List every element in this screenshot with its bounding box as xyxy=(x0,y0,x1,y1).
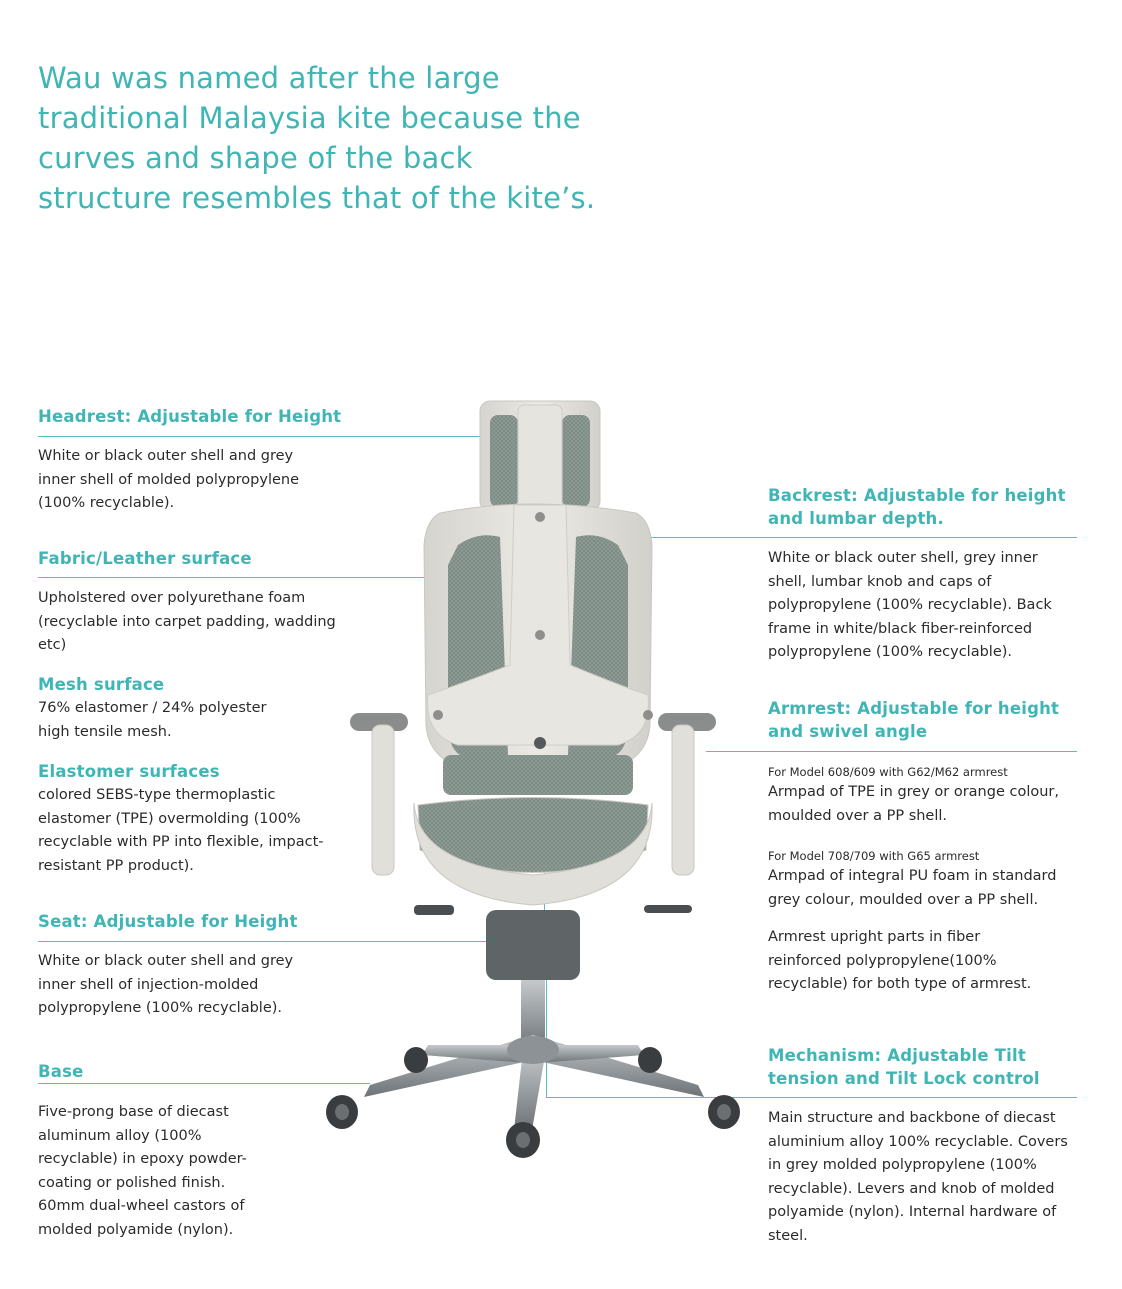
headrest-body: White or black outer shell and grey inner shell of molded polypropylene (100% recyclable). xyxy=(38,448,300,511)
backrest-shape xyxy=(424,504,653,795)
headrest-title: Headrest: Adjustable for Height xyxy=(38,407,342,426)
mechanism-title: Mechanism: Adjustable Tilt tension and Tilt Lock control xyxy=(768,1046,1040,1088)
mechanism-section xyxy=(768,1044,1088,1248)
seat-shape xyxy=(414,798,652,906)
elastomer-section xyxy=(38,760,358,878)
mechanism-body: Main structure and backbone of diecast aluminium alloy 100% recyclable. Covers in grey molded polypropylene (100% recyclable). Levers and knob of molded polyamide (nylon). Internal hardware of steel. xyxy=(768,1110,1068,1244)
backrest-body: White or black outer shell, grey inner shell, lumbar knob and caps of polypropylene (100% recyclable). Back frame in white/black fiber-reinforced polypropylene (100% recyclable). xyxy=(768,550,1052,660)
armrest-section xyxy=(768,697,1088,997)
armrest-body-608: Armpad of TPE in grey or orange colour, moulded over a PP shell. xyxy=(768,784,1059,824)
mesh-section xyxy=(38,673,358,744)
headrest-shape xyxy=(480,401,600,520)
seat-body: White or black outer shell and grey inner shell of injection-molded polypropylene (100% recyclable). xyxy=(38,953,294,1016)
mesh-title: Mesh surface xyxy=(38,675,165,694)
armrest-note-708: For Model 708/709 with G65 armrest xyxy=(768,849,980,863)
elastomer-title: Elastomer surfaces xyxy=(38,762,220,781)
fabric-title: Fabric/Leather surface xyxy=(38,549,252,568)
armrest-note-608: For Model 608/609 with G62/M62 armrest xyxy=(768,765,1008,779)
headrest-section xyxy=(38,405,358,516)
fabric-body: Upholstered over polyurethane foam (recyclable into carpet padding, wadding etc) xyxy=(38,590,336,653)
backrest-title: Backrest: Adjustable for height and lumbar depth. xyxy=(768,486,1066,528)
intro-heading: Wau was named after the large traditional Malaysia kite because the curves and shape of the back structure resembles that of the kite’s. xyxy=(38,61,596,215)
mechanism-shape xyxy=(414,905,692,980)
base-body: Five-prong base of diecast aluminum alloy (100% recyclable) in epoxy powder-coating or polished finish. 60mm dual-wheel castors of molded polyamide (nylon). xyxy=(38,1104,247,1238)
armrest-body-708: Armpad of integral PU foam in standard grey colour, moulded over a PP shell. xyxy=(768,868,1057,908)
armrest-leader-line xyxy=(706,751,1077,752)
base-section xyxy=(38,1060,358,1242)
armrest-body-upright: Armrest upright parts in fiber reinforced polypropylene(100% recyclable) for both type of armrest. xyxy=(768,929,1032,992)
base-title: Base xyxy=(38,1062,84,1081)
elastomer-body: colored SEBS-type thermoplastic elastomer (TPE) overmolding (100% recyclable with PP into flexible, impact-resistant PP product). xyxy=(38,787,324,874)
fabric-section xyxy=(38,547,358,658)
backrest-section xyxy=(768,484,1088,665)
seat-section xyxy=(38,910,358,1021)
armrest-title: Armrest: Adjustable for height and swivel angle xyxy=(768,699,1060,741)
mesh-body: 76% elastomer / 24% polyester high tensile mesh. xyxy=(38,700,267,740)
office-chair-illustration xyxy=(318,395,748,1165)
seat-title: Seat: Adjustable for Height xyxy=(38,912,298,931)
